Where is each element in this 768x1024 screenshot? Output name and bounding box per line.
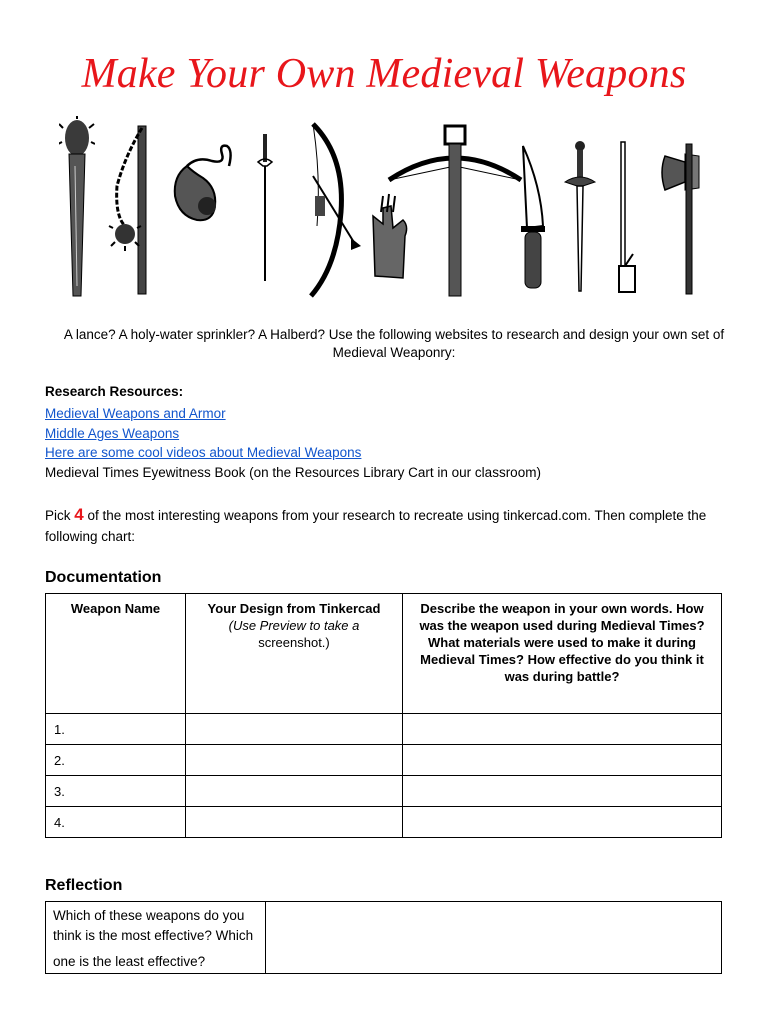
documentation-table [45,593,722,838]
reflection-answer-cell[interactable] [266,902,722,974]
pick-number: 4 [74,505,84,524]
row-number: 4. [46,807,186,838]
sling-icon [167,116,237,302]
header-design: Your Design from Tinkercad (Use Preview to take a screenshot.) [186,594,403,714]
header-weapon-name: Weapon Name [46,594,186,714]
page-title: Make Your Own Medieval Weapons [81,51,687,97]
battle-axe-icon [655,116,705,302]
description-cell[interactable] [403,714,722,745]
mace-icon [59,116,95,302]
row-number: 3. [46,776,186,807]
link-medieval-weapons-and-armor[interactable]: Medieval Weapons and Armor [45,406,226,421]
weapons-illustration [55,116,725,302]
sword-icon [563,116,597,302]
header-describe: Describe the weapon in your own words. How was the weapon used during Medieval Times? What materials were used to make it during Medieval Times? How effective do you think it was during battle? [403,594,722,714]
row-number: 2. [46,745,186,776]
link-middle-ages-weapons[interactable]: Middle Ages Weapons [45,425,180,441]
link-medieval-weapons-videos[interactable]: Here are some cool videos about Medieval Weapons [45,445,362,460]
bayonet-icon [613,116,643,302]
reflection-question-line1: Which of these weapons do you think is the most effective? Which [53,908,254,943]
row-number: 1. [46,714,186,745]
documentation-heading: Documentation [45,569,162,586]
design-cell[interactable] [186,776,403,807]
table-row [46,776,722,807]
crossbow-icon [385,116,525,302]
table-row [46,714,722,745]
design-cell[interactable] [186,745,403,776]
design-cell[interactable] [186,714,403,745]
dagger-icon [513,116,553,302]
reflection-heading: Reflection [45,877,123,894]
design-cell[interactable] [186,807,403,838]
table-header-row [46,594,722,714]
design-note: (Use Preview to take a [228,618,360,633]
resources-list [45,404,541,482]
table-row [46,807,722,838]
description-cell[interactable] [403,807,722,838]
design-note-2: screenshot.) [258,635,330,650]
pick-text-after: of the most interesting weapons from your research to recreate using tinkercad.com. Then complete the following chart: [45,508,707,544]
intro-text: A lance? A holy-water sprinkler? A Halberd? Use the following websites to research and design your own set of Medieval Weaponry: [63,327,725,360]
pick-instructions [45,504,735,547]
rapier-icon [255,116,275,302]
book-resource: Medieval Times Eyewitness Book (on the Resources Library Cart in our classroom) [45,464,541,480]
reflection-table [45,901,722,974]
reflection-question-line2: one is the least effective? [53,954,206,969]
reflection-question [46,902,266,974]
resources-heading: Research Resources: [45,384,184,399]
description-cell[interactable] [403,776,722,807]
flail-icon [105,116,155,302]
longbow-icon [285,116,365,302]
pick-text-before: Pick [45,508,75,523]
table-row [46,745,722,776]
description-cell[interactable] [403,745,722,776]
